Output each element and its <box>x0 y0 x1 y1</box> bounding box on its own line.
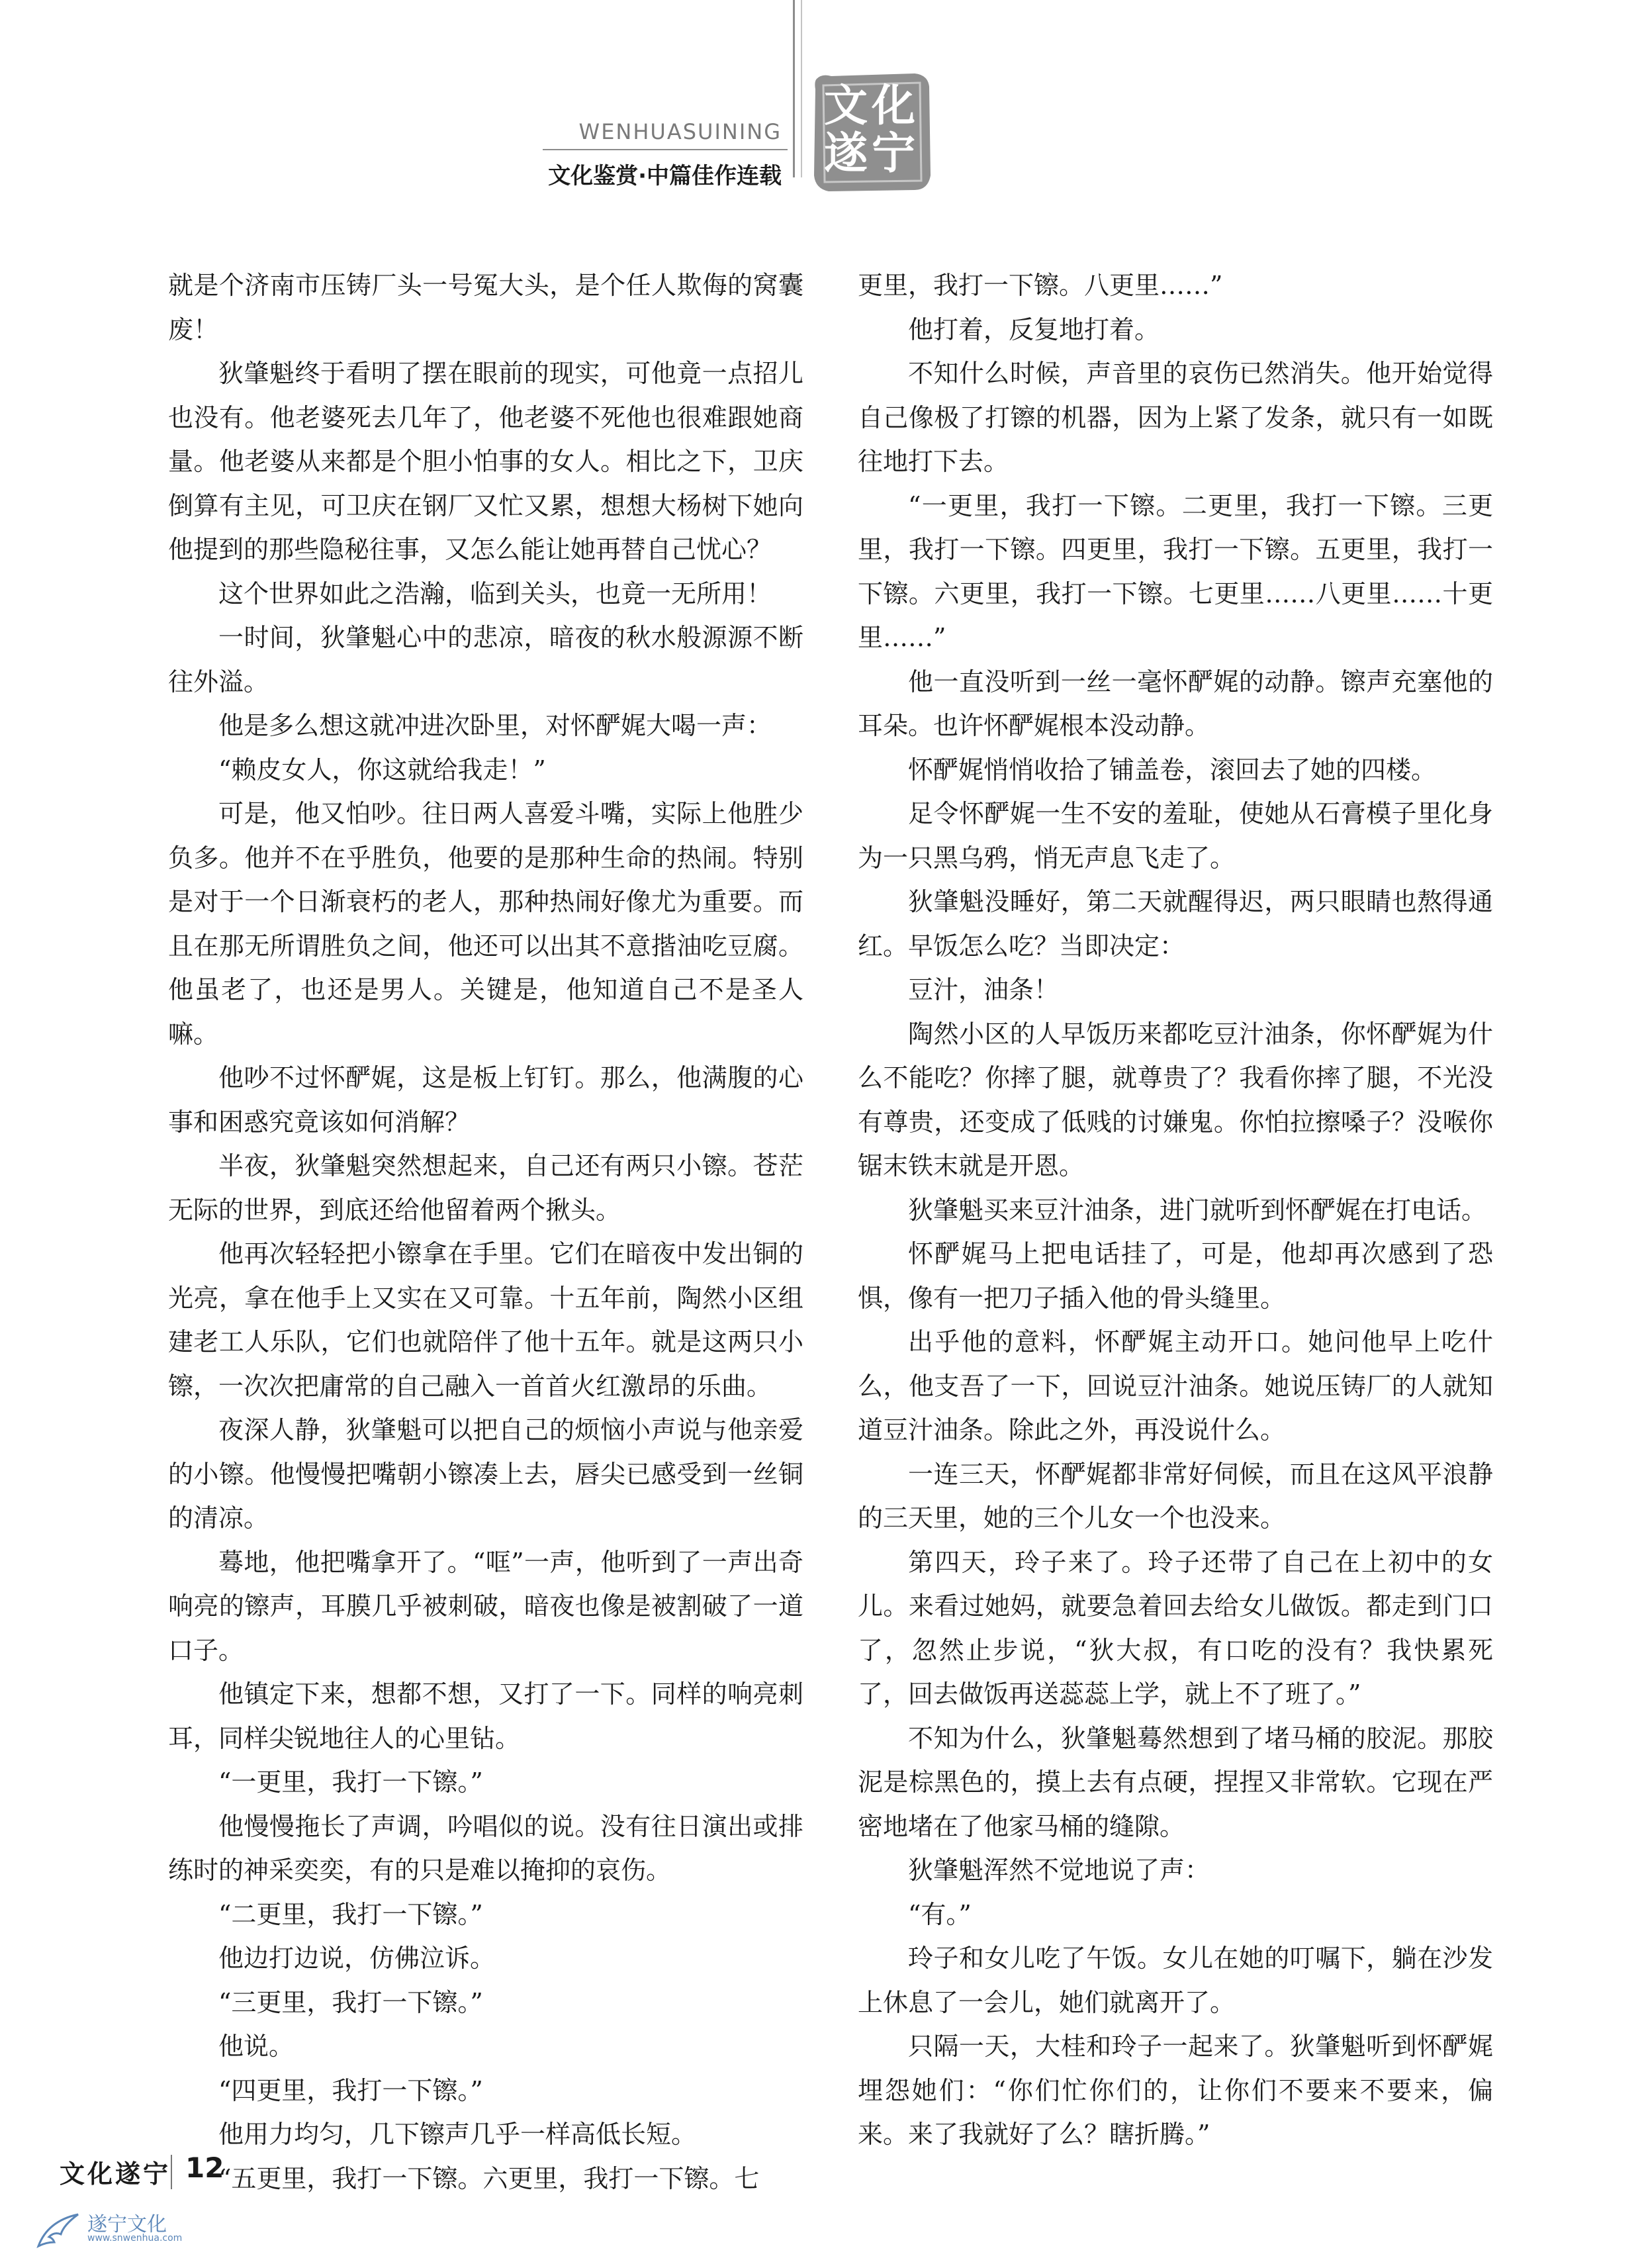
paragraph: 蓦地，他把嘴拿开了。“哐”一声，他听到了一声出奇响亮的镲声，耳膜几乎被刺破，暗夜也像是被割破了一道口子。 <box>168 1547 803 1665</box>
paragraph: “二更里，我打一下镲。” <box>218 1899 483 1929</box>
paragraph: 陶然小区的人早饭历来都吃豆汁油条，你怀酽娓为什么不能吃？你摔了腿，就尊贵了？我看你摔了腿，不光没有尊贵，还变成了低贱的讨嫌鬼。你怕拉擦嗓子？没喉你锯末铁末就是开恩。 <box>858 1019 1493 1180</box>
paragraph: 怀酽娓悄悄收拾了铺盖卷，滚回去了她的四楼。 <box>908 755 1437 784</box>
paragraph: 不知什么时候，声音里的哀伤已然消失。他开始觉得自己像极了打镲的机器，因为上紧了发条，就只有一如既往地打下去。 <box>858 359 1493 476</box>
paragraph: 可是，他又怕吵。往日两人喜爱斗嘴，实际上他胜少负多。他并不在乎胜负，他要的是那种生命的热闹。特别是对于一个日渐衰朽的老人，那种热闹好像尤为重要。而且在那无所谓胜负之间，他还可以出其不意揩油吃豆腐。他虽老了，也还是男人。关键是，他知道自己不是圣人嘛。 <box>168 799 803 1049</box>
paragraph: “有。” <box>908 1899 972 1929</box>
paragraph: 第四天，玲子来了。玲子还带了自己在上初中的女儿。来看过她妈，就要急着回去给女儿做饭。都走到门口了，忽然止步说，“狄大叔，有口吃的没有？我快累死了，回去做饭再送蕊蕊上学，就上不了班了。” <box>858 1547 1493 1709</box>
paragraph: 他吵不过怀酽娓，这是板上钉钉。那么，他满腹的心事和困惑究竟该如何消解？ <box>168 1063 803 1137</box>
paragraph: 狄肇魁终于看明了摆在眼前的现实，可他竟一点招儿也没有。他老婆死去几年了，他老婆不死他也很难跟她商量。他老婆从来都是个胆小怕事的女人。相比之下，卫庆倒算有主见，可卫庆在钢厂又忙又累，想想大杨树下她向他提到的那些隐秘往事，又怎么能让她再替自己忧心？ <box>168 359 803 564</box>
paragraph: 夜深人静，狄肇魁可以把自己的烦恼小声说与他亲爱的小镲。他慢慢把嘴朝小镲凑上去，唇尖已感受到一丝铜的清凉。 <box>168 1415 803 1533</box>
header-rule <box>543 149 788 150</box>
section-title: 文化鉴赏·中篇佳作连载 <box>548 163 782 189</box>
paragraph: 这个世界如此之浩瀚，临到关头，也竟一无所用！ <box>218 579 772 608</box>
paragraph: 不知为什么，狄肇魁蓦然想到了堵马桶的胶泥。那胶泥是棕黑色的，摸上去有点硬，捏捏又非常软。它现在严密地堵在了他家马桶的缝隙。 <box>858 1723 1493 1841</box>
paragraph: 怀酽娓马上把电话挂了，可是，他却再次感到了恐惧，像有一把刀子插入他的骨头缝里。 <box>858 1239 1493 1313</box>
paragraph: “赖皮女人，你这就给我走！” <box>218 755 546 784</box>
paragraph: 就是个济南市压铸厂头一号冤大头，是个任人欺侮的窝囊废！ <box>168 271 803 344</box>
paragraph: “四更里，我打一下镲。” <box>218 2075 483 2105</box>
watermark-url: www.snwenhua.com <box>87 2233 183 2244</box>
paragraph: 他镇定下来，想都不想，又打了一下。同样的响亮刺耳，同样尖锐地往人的心里钻。 <box>168 1679 803 1753</box>
paragraph: 一时间，狄肇魁心中的悲凉，暗夜的秋水般源源不断往外溢。 <box>168 623 803 696</box>
paragraph: “三更里，我打一下镲。” <box>218 1987 483 2017</box>
paragraph: 他说。 <box>218 2032 295 2061</box>
paragraph: 他用力均匀，几下镲声几乎一样高低长短。 <box>218 2120 697 2149</box>
paragraph: “一更里，我打一下镲。” <box>218 1768 483 1797</box>
page-number: 12 <box>185 2151 224 2184</box>
magazine-seal-logo <box>809 70 935 195</box>
paragraph: 他慢慢拖长了声调，吟唱似的说。没有往日演出或排练时的神采奕奕，有的只是难以掩抑的哀伤。 <box>168 1811 803 1885</box>
footer-magazine-title: 文化遂宁 <box>60 2159 171 2189</box>
paragraph: 他再次轻轻把小镲拿在手里。它们在暗夜中发出铜的光亮，拿在他手上又实在又可靠。十五年前，陶然小区组建老工人乐队，它们也就陪伴了他十五年。就是这两只小镲，一次次把庸常的自己融入一首首火红激昂的乐曲。 <box>168 1239 803 1401</box>
wing-logo-icon <box>34 2208 82 2255</box>
header-divider-line-light <box>801 0 802 177</box>
paragraph: 他是多么想这就冲进次卧里，对怀酽娓大喝一声： <box>218 711 772 740</box>
paragraph: 一连三天，怀酽娓都非常好伺候，而且在这风平浪静的三天里，她的三个儿女一个也没来。 <box>858 1459 1493 1533</box>
watermark <box>34 2208 200 2261</box>
header-divider-line <box>793 0 795 177</box>
paragraph: 出乎他的意料，怀酽娓主动开口。她问他早上吃什么，他支吾了一下，回说豆汁油条。她说压铸厂的人就知道豆汁油条。除此之外，再没说什么。 <box>858 1327 1493 1444</box>
paragraph: 玲子和女儿吃了午饭。女儿在她的叮嘱下，躺在沙发上休息了一会儿，她们就离开了。 <box>858 1944 1493 2017</box>
article-right-column <box>858 263 1493 2157</box>
paragraph: “一更里，我打一下镲。二更里，我打一下镲。三更里，我打一下镲。四更里，我打一下镲。五更里，我打一下镲。六更里，我打一下镲。七更里……八更里……十更里……” <box>858 491 1493 652</box>
article-left-column <box>168 263 803 2200</box>
paragraph: 他打着，反复地打着。 <box>908 314 1160 344</box>
watermark-title: 遂宁文化 <box>87 2213 167 2236</box>
paragraph: 只隔一天，大桂和玲子一起来了。狄肇魁听到怀酽娓埋怨她们：“你们忙你们的，让你们不要来不要来，偏来。来了我就好了么？瞎折腾。” <box>858 2032 1493 2149</box>
paragraph: 狄肇魁没睡好，第二天就醒得迟，两只眼睛也熬得通红。早饭怎么吃？当即决定： <box>858 887 1493 961</box>
paragraph: “五更里，我打一下镲。六更里，我打一下镲。七 <box>218 2163 760 2193</box>
paragraph: 他一直没听到一丝一毫怀酽娓的动静。镲声充塞他的耳朵。也许怀酽娓根本没动静。 <box>858 667 1493 740</box>
footer-divider <box>171 2155 172 2189</box>
magazine-english-name: WENHUASUINING <box>578 119 782 144</box>
paragraph: 狄肇魁买来豆汁油条，进门就听到怀酽娓在打电话。 <box>908 1195 1487 1225</box>
paragraph: 他边打边说，仿佛泣诉。 <box>218 1944 496 1973</box>
paragraph: 豆汁，油条！ <box>908 975 1060 1004</box>
paragraph: 狄肇魁浑然不觉地说了声： <box>908 1856 1210 1885</box>
seal-text: 文化遂宁 <box>824 79 919 179</box>
paragraph: 足令怀酽娓一生不安的羞耻，使她从石膏模子里化身为一只黑乌鸦，悄无声息飞走了。 <box>858 799 1493 873</box>
paragraph: 半夜，狄肇魁突然想起来，自己还有两只小镲。苍茫无际的世界，到底还给他留着两个揪头。 <box>168 1151 803 1225</box>
paragraph: 更里，我打一下镲。八更里……” <box>858 271 1223 300</box>
